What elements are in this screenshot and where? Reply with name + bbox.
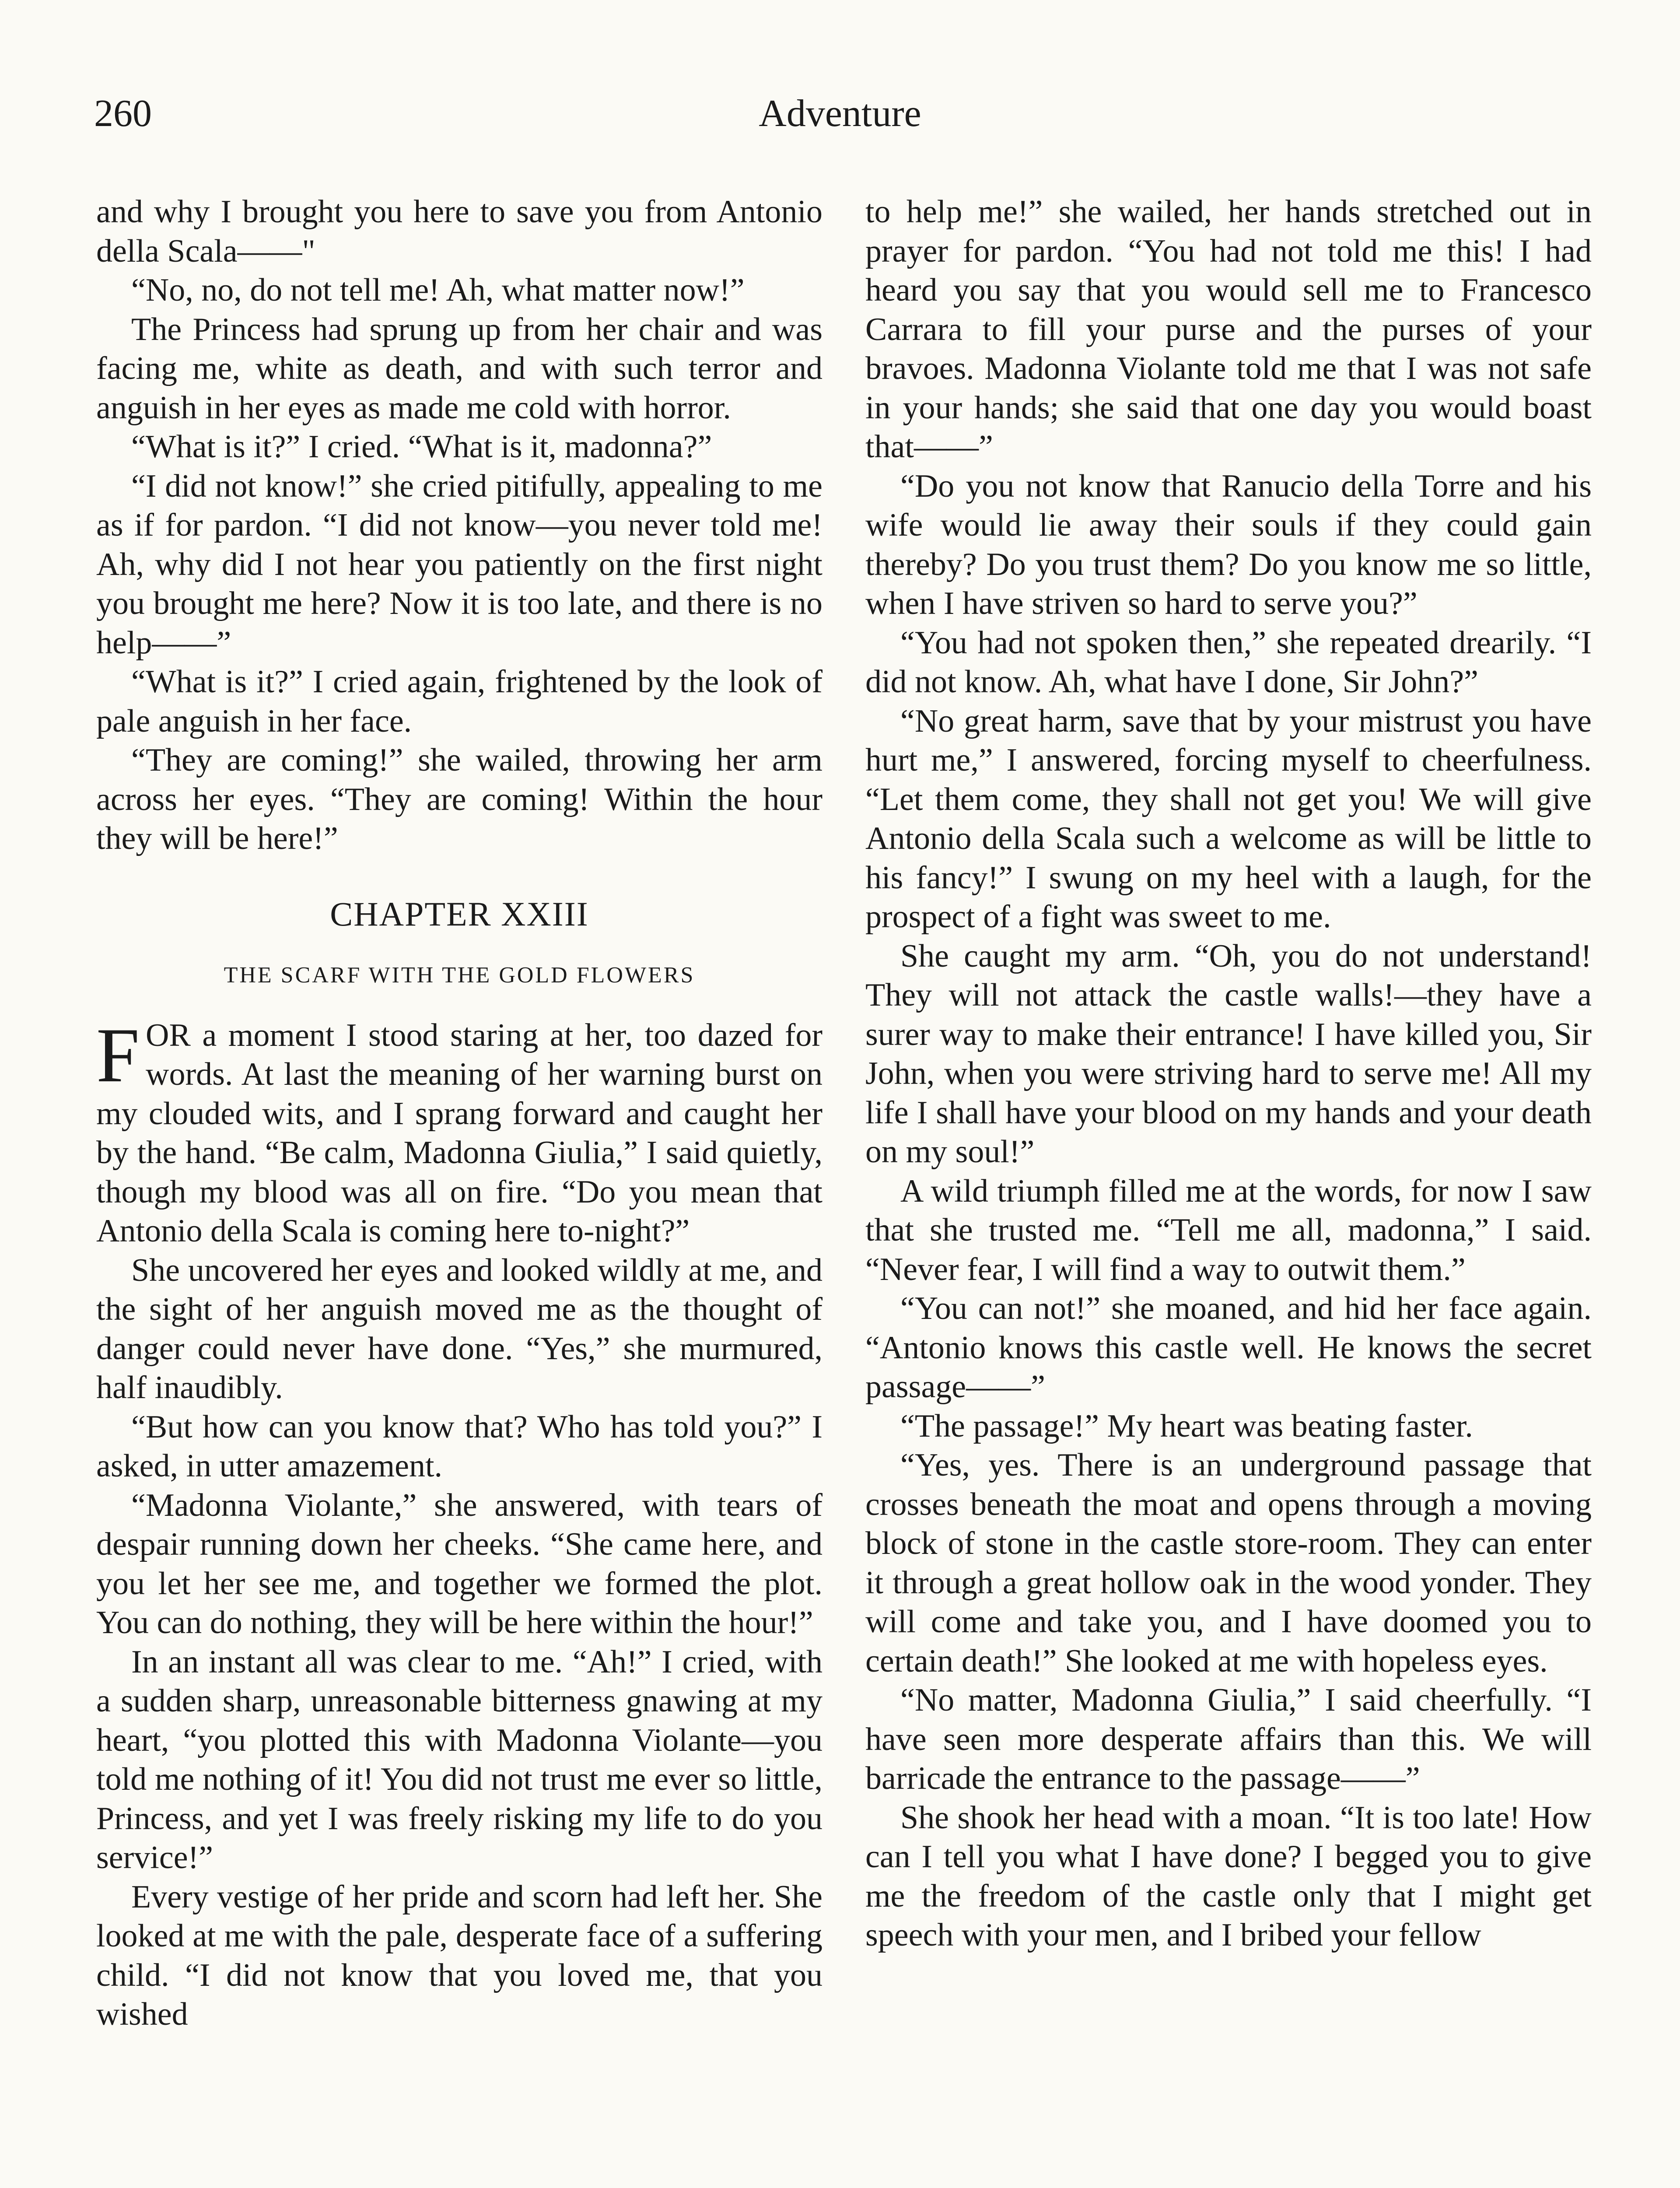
magazine-title: Adventure (759, 92, 921, 135)
paragraph: A wild triumph filled me at the words, for now I saw that she trusted me. “Tell me all, madonna,” I said. “Never fear, I will find a way to outwit them.” (865, 1173, 1592, 1287)
paragraph: “Do you not know that Ranucio della Torre and his wife would lie away their souls if they could gain thereby? Do you trust them? Do you know me so little, when I have striven so hard to serve you?” (865, 468, 1592, 621)
paragraph: “You can not!” she moaned, and hid her face again. “Antonio knows this castle well. He knows the secret passage——” (865, 1290, 1592, 1405)
paragraph: In an instant all was clear to me. “Ah!” I cried, with a sudden sharp, unreasonable bitterness gnawing at my heart, “you plotted this with Madonna Violante—you told me nothing of it! You did not trust me ever so little, Princess, and yet I was freely risking my life to do you service!” (96, 1644, 822, 1876)
drop-cap: F (96, 1011, 140, 1098)
paragraph: to help me!” she wailed, her hands stretched out in prayer for pardon. “You had not told me this! I had heard you say that you would sell me to Francesco Carrara to fill your purse and the purses of your bravoes. Madonna Violante told me that I was not safe in your hands; she said that one day you would boast that——” (865, 194, 1592, 465)
paragraph: “But how can you know that? Who has told you?” I asked, in utter amazement. (96, 1409, 822, 1484)
paragraph: “You had not spoken then,” she repeated drearily. “I did not know. Ah, what have I done, Sir John?” (865, 624, 1592, 700)
paragraph: She caught my arm. “Oh, you do not understand! They will not attack the castle walls!—they have a surer way to make their entrance! I have killed you, Sir John, when you were striving hard to serve me! All my life I shall have your blood on my hands and your death on my soul!” (865, 938, 1592, 1170)
paragraph: “Yes, yes. There is an underground passage that crosses beneath the moat and opens through a moving block of stone in the castle store-room. They can enter it through a great hollow oak in the wood yonder. They will come and take you, and I have doomed you to certain death!” She looked at me with hopeless eyes. (865, 1447, 1592, 1679)
paragraph: and why I brought you here to save you from Antonio della Scala——" (96, 194, 822, 269)
paragraph: “No great harm, save that by your mistrust you have hurt me,” I answered, forcing myself to cheerfulness. “Let them come, they shall not get you! We will give Antonio della Scala such a welcome as will be little to his fancy!” I swung on my heel with a laugh, for the prospect of a fight was sweet to me. (865, 703, 1592, 935)
opening-paragraph-text: OR a moment I stood staring at her, too dazed for words. At last the meaning of her warning burst on my clouded wits, and I sprang forward and caught her by the hand. “Be calm, Madonna Giulia,” I said quietly, though my blood was all on fire. “Do you mean that Antonio della Scala is coming here to-night?” (96, 1017, 822, 1249)
running-head (94, 90, 1586, 138)
left-column (96, 193, 822, 2034)
paragraph: Every vestige of her pride and scorn had left her. She looked at me with the pale, desperate face of a suffering child. “I did not know that you loved me, that you wished (96, 1879, 822, 2032)
paragraph: “What is it?” I cried. “What is it, madonna?” (131, 429, 712, 465)
opening-paragraph (96, 1011, 822, 1251)
chapter-title: CHAPTER XXIII (330, 894, 589, 933)
paragraph: “They are coming!” she wailed, throwing her arm across her eyes. “They are coming! Within the hour they will be here!” (96, 742, 822, 856)
paragraph: “What is it?” I cried again, frightened by the look of pale anguish in her face. (96, 664, 822, 739)
page-number: 260 (94, 92, 152, 135)
paragraph: “The passage!” My heart was beating faster. (900, 1408, 1473, 1444)
paragraph: “No, no, do not tell me! Ah, what matter now!” (131, 272, 745, 308)
right-column (865, 193, 1592, 1955)
paragraph: “I did not know!” she cried pitifully, appealing to me as if for pardon. “I did not know—you never told me! Ah, why did I not hear you patiently on the first night you brought me here? Now it is too late, and there is no help——” (96, 468, 822, 661)
paragraph: “No matter, Madonna Giulia,” I said cheerfully. “I have seen more desperate affairs than this. We will barricade the entrance to the passage——” (865, 1682, 1592, 1796)
paragraph: She uncovered her eyes and looked wildly at me, and the sight of her anguish moved me as the thought of danger could never have done. “Yes,” she murmured, half inaudibly. (96, 1252, 822, 1406)
paragraph: The Princess had sprung up from her chair and was facing me, white as death, and with such terror and anguish in her eyes as made me cold with horror. (96, 311, 822, 426)
paragraph: “Madonna Violante,” she answered, with tears of despair running down her cheeks. “She came here, and you let her see me, and together we formed the plot. You can do nothing, they will be here within the hour!” (96, 1487, 822, 1641)
paragraph: She shook her head with a moan. “It is too late! How can I tell you what I have done? I begged you to give me the freedom of the castle only that I might get speech with your men, and I bribed your fellow (865, 1799, 1592, 1953)
chapter-subtitle: THE SCARF WITH THE GOLD FLOWERS (224, 962, 695, 988)
